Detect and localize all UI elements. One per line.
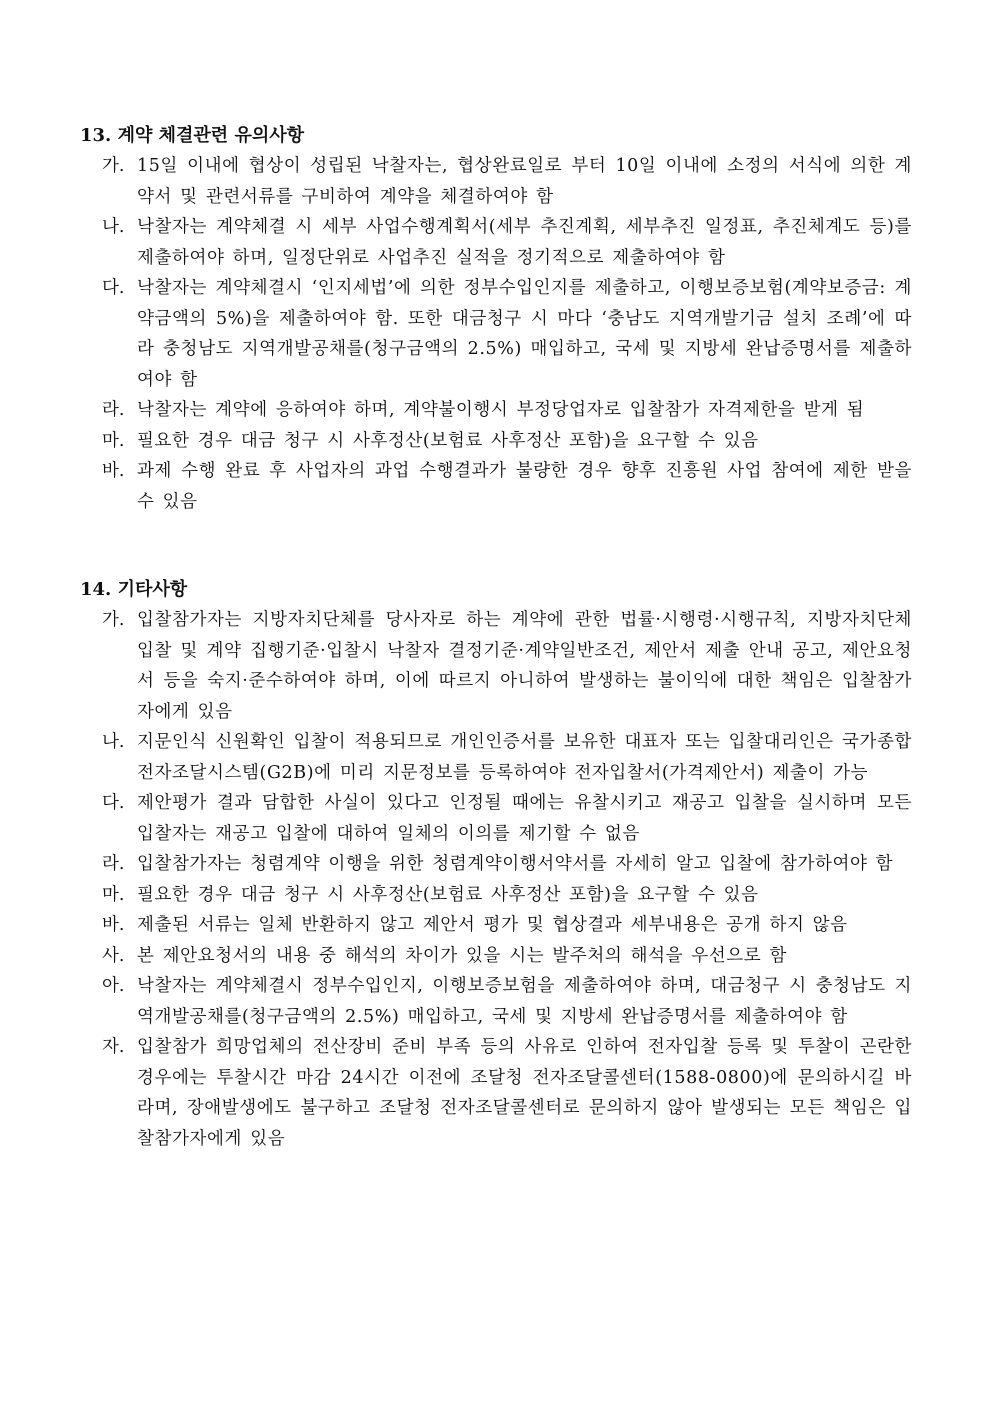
list-item [80,212,912,273]
item-text: 입찰참가자는 지방자치단체를 당사자로 하는 계약에 관한 법률·시행령·시행규칙, 지방자치단체 입찰 및 계약 집행기준·입찰시 낙찰자 결정기준·계약일반조건, 제안서 제출 안내 공고, 제안요청서 등을 숙지·준수하여야 하며, 이에 따르지 아니하여 발생하는 불이익에 대한 책임은 입찰참가자에게 있음 [137,610,912,722]
section-contract-notes [80,121,912,517]
item-marker: 마. [102,884,125,905]
item-text: 입찰참가자는 청렴계약 이행을 위한 청렴계약이행서약서를 자세히 알고 입찰에 참가하여야 함 [137,854,894,874]
item-marker: 자. [102,1037,125,1057]
list-item [80,273,912,395]
list-item [80,941,912,972]
item-text: 낙찰자는 계약체결 시 세부 사업수행계획서(세부 추진계획, 세부추진 일정표, 추진체계도 등)를 제출하여야 하며, 일정단위로 사업추진 실적을 정기적으로 제출하여야 함 [137,217,912,268]
item-marker: 바. [102,461,125,481]
item-marker: 바. [102,915,125,935]
item-text: 본 제안요청서의 내용 중 해석의 차이가 있을 시는 발주처의 해석을 우선으로 함 [137,945,787,966]
section-title: 14. 기타사항 [80,579,188,600]
item-marker: 가. [102,610,125,630]
list-item [80,910,912,941]
item-text: 과제 수행 완료 후 사업자의 과업 수행결과가 불량한 경우 향후 진흥원 사업 참여에 제한 받을 수 있음 [137,461,912,512]
list-item [80,395,912,426]
list-item [80,849,912,880]
item-marker: 나. [102,217,125,237]
item-marker: 가. [102,156,125,176]
item-text: 필요한 경우 대금 청구 시 사후정산(보험료 사후정산 포함)을 요구할 수 있음 [137,884,759,905]
item-marker: 라. [102,854,125,874]
item-marker: 마. [102,430,125,451]
list-item [80,1032,912,1154]
item-text: 지문인식 신원확인 입찰이 적용되므로 개인인증서를 보유한 대표자 또는 입찰대리인은 국가종합전자조달시스템(G2B)에 미리 지문정보를 등록하여야 전자입찰서(가격제안서) 제출이 가능 [137,732,912,783]
list-item [80,880,912,911]
list-item [80,151,912,212]
list-item [80,727,912,788]
item-marker: 라. [102,400,125,420]
item-text: 낙찰자는 계약체결시 ‘인지세법’에 의한 정부수입인지를 제출하고, 이행보증보험(계약보증금: 계약금액의 5%)을 제출하여야 함. 또한 대금청구 시 마다 ‘충남도 지역개발기금 설치 조례’에 따라 충청남도 지역개발공채를(청구금액의 2.5%) 매입하고, 국세 및 지방세 완납증명서를 제출하여야 함 [137,278,912,390]
list-item [80,605,912,727]
list-item [80,788,912,849]
item-marker: 다. [102,793,125,813]
item-text: 입찰참가 희망업체의 전산장비 준비 부족 등의 사유로 인하여 전자입찰 등록 및 투찰이 곤란한 경우에는 투찰시간 마감 24시간 이전에 조달청 전자조달콜센터(1588-0800)에 문의하시길 바라며, 장애발생에도 불구하고 조달청 전자조달콜센터로 문의하지 않아 발생되는 모든 책임은 입찰참가자에게 있음 [137,1037,912,1149]
item-marker: 나. [102,732,125,752]
item-text: 낙찰자는 계약에 응하여야 하며, 계약불이행시 부정당업자로 입찰참가 자격제한을 받게 됨 [137,400,865,420]
item-text: 제출된 서류는 일체 반환하지 않고 제안서 평가 및 협상결과 세부내용은 공개 하지 않음 [137,915,848,935]
item-marker: 사. [102,945,125,966]
section-other-matters [80,575,912,1154]
item-text: 필요한 경우 대금 청구 시 사후정산(보험료 사후정산 포함)을 요구할 수 있음 [137,430,759,451]
list-item [80,456,912,517]
item-text: 낙찰자는 계약체결시 정부수입인지, 이행보증보험을 제출하여야 하며, 대금청구 시 충청남도 지역개발공채를(청구금액의 2.5%) 매입하고, 국세 및 지방세 완납증명서를 제출하여야 함 [137,976,912,1027]
item-text: 15일 이내에 협상이 성립된 낙찰자는, 협상완료일로 부터 10일 이내에 소정의 서식에 의한 계약서 및 관련서류를 구비하여 계약을 체결하여야 함 [137,156,912,207]
section-title: 13. 계약 체결관련 유의사항 [80,125,304,146]
item-marker: 다. [102,278,125,298]
item-marker: 아. [102,976,125,996]
item-text: 제안평가 결과 담합한 사실이 있다고 인정될 때에는 유찰시키고 재공고 입찰을 실시하며 모든 입찰자는 재공고 입찰에 대하여 일체의 이의를 제기할 수 없음 [137,793,912,844]
list-item [80,971,912,1032]
list-item [80,426,912,457]
